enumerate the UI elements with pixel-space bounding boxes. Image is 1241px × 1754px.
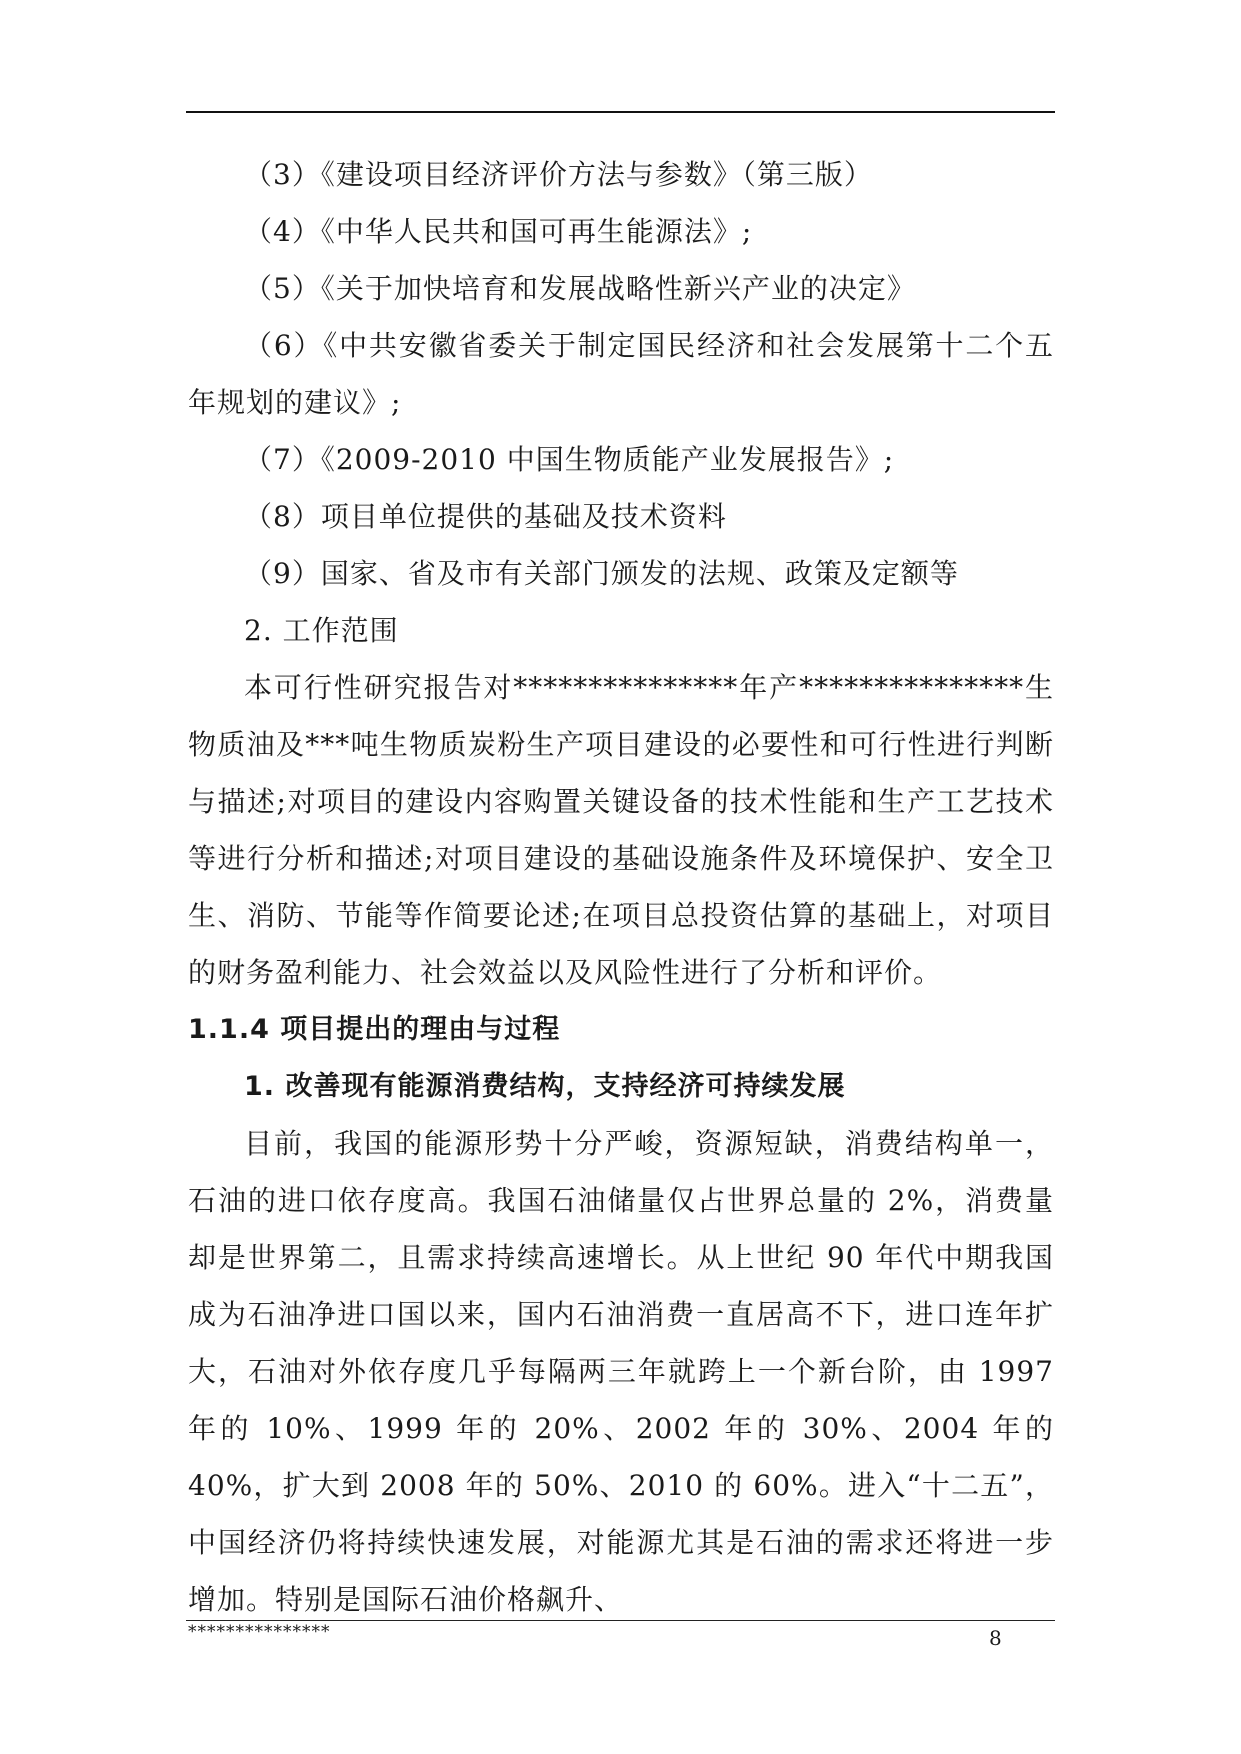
header-rule	[186, 111, 1055, 113]
footer-rule	[186, 1620, 1055, 1621]
reference-item-3: （3）《建设项目经济评价方法与参数》（第三版）	[244, 158, 873, 191]
reference-item-5: （5）《关于加快培育和发展战略性新兴产业的决定》	[244, 272, 916, 305]
subsection-heading: 1. 改善现有能源消费结构，支持经济可持续发展	[244, 1071, 846, 1102]
reference-item-9: （9）国家、省及市有关部门颁发的法规、政策及定额等	[244, 557, 959, 590]
reference-item-6: （6）《中共安徽省委关于制定国民经济和社会发展第十二个五年规划的建议》;	[188, 329, 1054, 419]
section-heading: 1.1.4 项目提出的理由与过程	[188, 1014, 561, 1045]
body-text	[188, 146, 1054, 1628]
footer-project-name: ***************	[188, 1622, 331, 1642]
energy-paragraph: 目前，我国的能源形势十分严峻，资源短缺，消费结构单一，石油的进口依存度高。我国石油储量仅占世界总量的 2%，消费量却是世界第二，且需求持续高速增长。从上世纪 90 年代中期我国成为石油净进口国以来，国内石油消费一直居高不下，进口连年扩大，石油对外依存度几乎每隔两三年就跨上一个新台阶，由 1997 年的 10%、1999 年的 20%、2002 年的 30%、2004 年的 40%，扩大到 2008 年的 50%、2010 的 60%。进入“十二五”，中国经济仍将持续快速发展，对能源尤其是石油的需求还将进一步增加。特别是国际石油价格飙升、	[188, 1127, 1054, 1616]
work-scope-paragraph: 本可行性研究报告对***************年产***************生物质油及***吨生物质炭粉生产项目建设的必要性和可行性进行判断与描述;对项目的建设内容购置关键设备的技术性能和生产工艺技术等进行分析和描述;对项目建设的基础设施条件及环境保护、安全卫生、消防、节能等作简要论述;在项目总投资估算的基础上，对项目的财务盈利能力、社会效益以及风险性进行了分析和评价。	[188, 671, 1054, 989]
page-number: 8	[989, 1626, 1002, 1650]
reference-item-4: （4）《中华人民共和国可再生能源法》;	[244, 215, 753, 248]
work-scope-heading: 2. 工作范围	[244, 614, 399, 647]
reference-item-7: （7）《2009-2010 中国生物质能产业发展报告》;	[244, 443, 895, 476]
reference-item-8: （8）项目单位提供的基础及技术资料	[244, 500, 727, 533]
